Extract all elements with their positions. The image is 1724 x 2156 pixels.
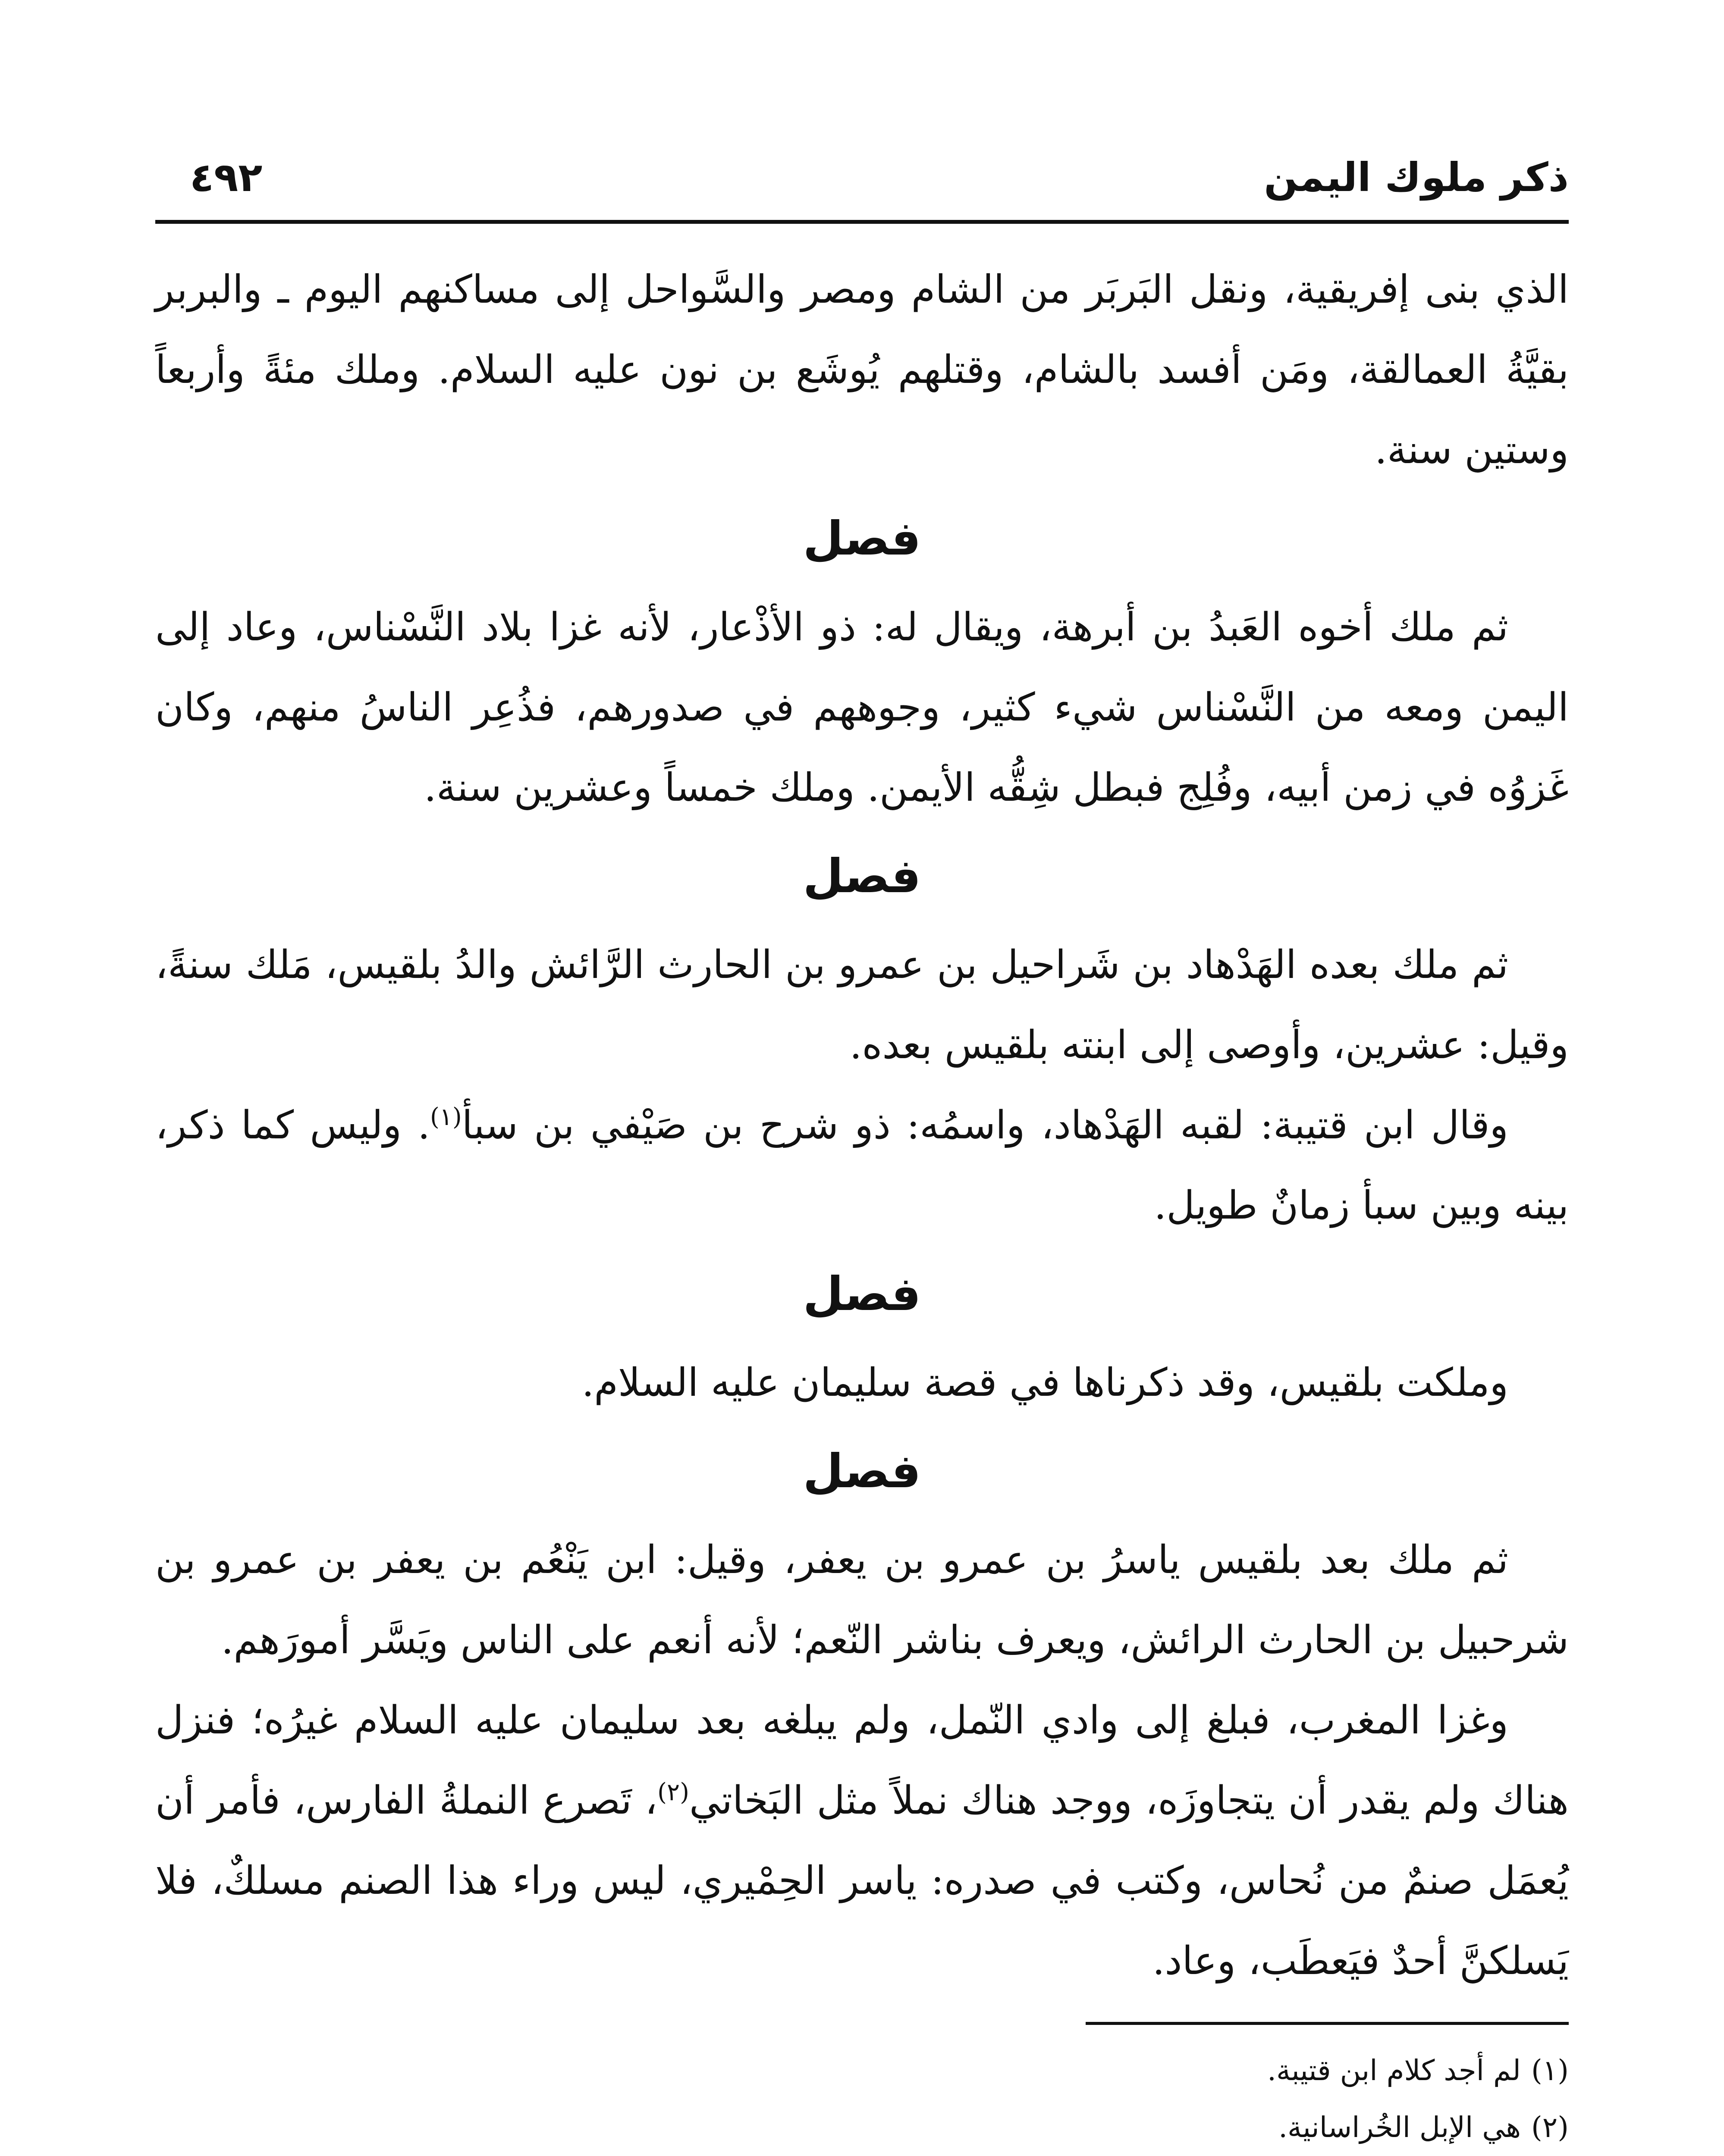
footnote-ref-2[interactable]: (٢): [657, 1778, 689, 1806]
footnote-2-mark: (٢): [1531, 2111, 1569, 2144]
running-header: [155, 142, 1569, 224]
page-body: [155, 250, 1569, 2001]
footnote-1-text: لم أجد كلام ابن قتيبة.: [1267, 2054, 1521, 2087]
paragraph-6: ثم ملك بعد بلقيس ياسرُ بن عمرو بن يعفر، وقيل: ابن يَنْعُم بن يعفر بن عمرو بن شرحبيل بن الحارث الرائش، ويعرف بناشر النّعم؛ لأنه أنعم على الناس ويَسَّر أمورَهم.: [155, 1537, 1569, 1663]
running-title: ذكر ملوك اليمن: [1264, 154, 1569, 201]
paragraph-2: ثم ملك أخوه العَبدُ بن أبرهة، ويقال له: ذو الأذْعار، لأنه غزا بلاد النَّسْناس، وعاد إلى اليمن ومعه من النَّسْناس شيء كثير، وجوههم في صدورهم، فذُعِر الناسُ منهم، وكان غَزوُه في زمن أبيه، وفُلِج فبطل شِقُّه الأيمن. وملك خمساً وعشرين سنة.: [155, 605, 1569, 810]
paragraph-4-text-before: وقال ابن قتيبة: لقبه الهَدْهاد، واسمُه: ذو شرح بن صَيْفي بن سبأ: [462, 1103, 1508, 1148]
paragraph-7: [155, 1680, 1569, 2001]
footnote-1-mark: (١): [1531, 2054, 1569, 2087]
footnote-2: [155, 2099, 1569, 2156]
paragraph-4-text-after: . وليس كما ذكر، بينه وبين سبأ زمانٌ طويل.: [155, 1103, 1569, 1228]
footnote-1: [155, 2042, 1569, 2099]
page-number: ٤٩٢: [190, 154, 263, 201]
book-page: [155, 142, 1569, 2156]
footnote-divider: [1086, 2022, 1569, 2025]
paragraph-7-text-before: وغزا المغرب، فبلغ إلى وادي النّمل، ولم يبلغه بعد سليمان عليه السلام غيرُه؛ فنزل هناك ولم يقدر أن يتجاوزَه، ووجد هناك نملاً مثل البَخاتي: [155, 1698, 1569, 1823]
section-heading-1: فصل: [803, 512, 921, 566]
section-heading-4: فصل: [803, 1445, 921, 1498]
footnotes: [155, 2042, 1569, 2156]
paragraph-5: وملكت بلقيس، وقد ذكرناها في قصة سليمان عليه السلام.: [581, 1360, 1508, 1405]
section-heading-3: فصل: [803, 1267, 921, 1321]
section-heading-2: فصل: [803, 849, 921, 903]
footnote-ref-1[interactable]: (١): [430, 1103, 462, 1131]
paragraph-3: ثم ملك بعده الهَدْهاد بن شَراحيل بن عمرو بن الحارث الرَّائش والدُ بلقيس، مَلك سنةً، وقيل: عشرين، وأوصى إلى ابنته بلقيس بعده.: [155, 942, 1569, 1068]
paragraph-4: [155, 1085, 1569, 1246]
paragraph-1: الذي بنى إفريقية، ونقل البَربَر من الشام ومصر والسَّواحل إلى مساكنهم اليوم ـ والبربر بقيَّةُ العمالقة، ومَن أفسد بالشام، وقتلهم يُوشَع بن نون عليه السلام. وملك مئةً وأربعاً وستين سنة.: [155, 267, 1569, 473]
paragraph-7-text-after: ، تَصرع النملةُ الفارس، فأمر أن يُعمَل صنمٌ من نُحاس، وكتب في صدره: ياسر الحِمْيري، ليس وراء هذا الصنم مسلكٌ، فلا يَسلكنَّ أحدٌ فيَعطَب، وعاد.: [155, 1778, 1569, 1984]
footnote-2-text: هي الإبل الخُراسانية.: [1278, 2111, 1521, 2144]
